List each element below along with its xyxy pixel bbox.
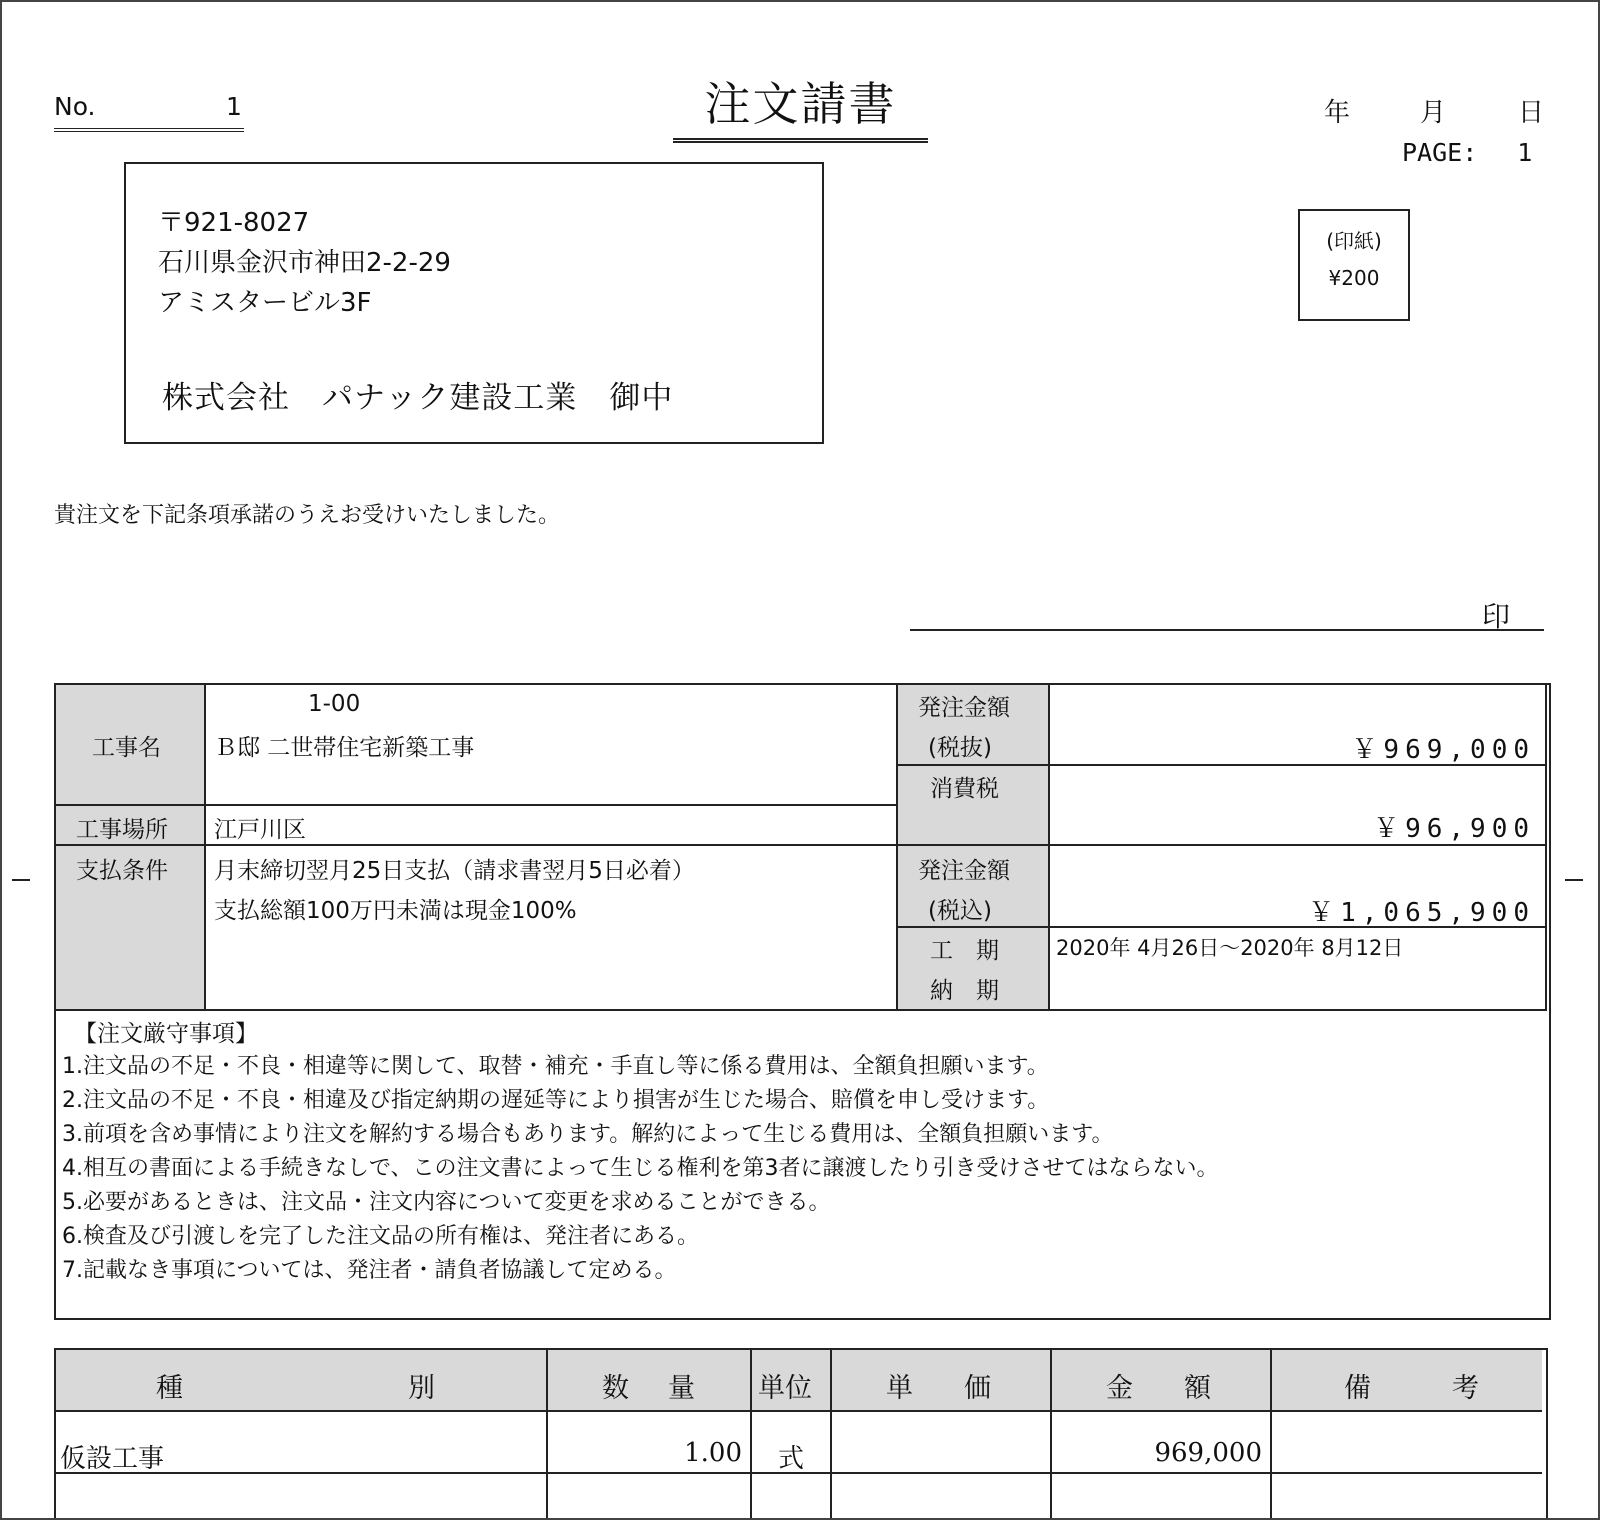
fold-mark-left — [12, 879, 30, 881]
page-indicator — [1402, 138, 1532, 167]
term-item: 2.注文品の不足・不良・相違及び指定納期の遅延等により損害が生じた場合、賠償を申し受けます。 — [62, 1088, 1050, 1113]
amount-incl-value-cell — [1050, 846, 1547, 928]
date-day: 日 — [1518, 98, 1545, 128]
row-amount: 969,000 — [1154, 1438, 1262, 1468]
project-label-cell — [56, 685, 206, 806]
term-item: 3.前項を含め事情により注文を解約する場合もあります。解約によって生じる費用は、全額負担願います。 — [62, 1122, 1114, 1147]
header-remarks-char2: 考 — [1452, 1373, 1479, 1404]
table-row-empty — [548, 1474, 752, 1520]
table-row-empty — [752, 1474, 832, 1520]
header-quantity-char2: 量 — [668, 1373, 695, 1404]
tax-label: 消費税 — [930, 776, 999, 802]
period-label-cell — [898, 928, 1050, 1011]
project-name: Ｂ邸 二世帯住宅新築工事 — [214, 735, 475, 761]
signature-line — [910, 629, 1544, 631]
table-row-empty — [1052, 1474, 1272, 1520]
amount-incl-label-cell — [898, 846, 1050, 928]
table-row-remarks — [1272, 1412, 1542, 1474]
period-label2: 納 期 — [930, 978, 999, 1004]
order-info-table — [54, 683, 1551, 1320]
header-unit-label: 単位 — [758, 1373, 812, 1404]
order-number — [54, 92, 244, 132]
amount-incl-value: ￥1,065,900 — [1308, 898, 1535, 928]
line-items-table — [54, 1348, 1548, 1520]
terms-title: 【注文厳守事項】 — [74, 1021, 258, 1047]
table-row-empty — [1272, 1474, 1542, 1520]
fold-mark-right — [1565, 879, 1583, 881]
term-item: 7.記載なき事項については、発注者・請負者協議して定める。 — [62, 1258, 677, 1283]
recipient-address1: 石川県金沢市神田2-2-29 — [158, 248, 451, 278]
row-type: 仮設工事 — [60, 1444, 165, 1474]
recipient-box — [124, 162, 824, 444]
date-year: 年 — [1324, 98, 1351, 128]
table-row-type — [56, 1412, 548, 1474]
header-remarks-char1: 備 — [1344, 1373, 1371, 1404]
seal-mark: 印 — [1482, 600, 1511, 633]
table-row-empty — [832, 1474, 1052, 1520]
header-type-char1: 種 — [156, 1373, 183, 1404]
header-unit — [752, 1350, 832, 1412]
payment-value-cell — [206, 846, 898, 1011]
header-unit-price-char1: 単 — [886, 1373, 913, 1404]
table-row-unit-price — [832, 1412, 1052, 1474]
order-number-label: No. — [54, 92, 96, 121]
site-label-cell — [56, 806, 206, 846]
tax-label-cell — [898, 766, 1050, 846]
amount-excl-label2: (税抜) — [928, 735, 992, 761]
header-unit-price — [832, 1350, 1052, 1412]
term-item: 6.検査及び引渡しを完了した注文品の所有権は、発注者にある。 — [62, 1224, 699, 1249]
header-type — [56, 1350, 548, 1412]
site-label: 工事場所 — [76, 817, 168, 843]
header-amount-char1: 金 — [1106, 1373, 1133, 1404]
project-label: 工事名 — [92, 735, 161, 761]
table-row-unit — [752, 1412, 832, 1474]
project-code: 1-00 — [308, 691, 361, 717]
amount-excl-label-cell — [898, 685, 1050, 766]
document-title: 注文請書 — [673, 68, 928, 143]
amount-incl-label1: 発注金額 — [918, 858, 1010, 884]
date-month: 月 — [1420, 98, 1447, 128]
header-amount — [1052, 1350, 1272, 1412]
recipient-company: 株式会社 パナック建設工業 御中 — [162, 380, 674, 416]
row-unit: 式 — [778, 1444, 805, 1474]
period-value: 2020年 4月26日～2020年 8月12日 — [1056, 936, 1404, 960]
revenue-stamp-amount: ¥200 — [1328, 266, 1380, 290]
amount-excl-value: ￥969,000 — [1351, 735, 1535, 765]
revenue-stamp-label: (印紙) — [1326, 229, 1382, 253]
table-row-quantity — [548, 1412, 752, 1474]
intro-text: 貴注文を下記条項承諾のうえお受けいたしました。 — [54, 503, 561, 528]
recipient-postal: 〒921-8027 — [158, 208, 310, 238]
term-item: 5.必要があるときは、注文品・注文内容について変更を求めることができる。 — [62, 1190, 831, 1215]
period-value-cell — [1050, 928, 1547, 1011]
header-type-char2: 別 — [408, 1373, 435, 1404]
amount-excl-label1: 発注金額 — [918, 695, 1010, 721]
header-quantity-char1: 数 — [602, 1373, 629, 1404]
payment-label: 支払条件 — [76, 858, 168, 884]
recipient-address2: アミスタービル3F — [158, 288, 372, 318]
table-row-empty — [56, 1474, 548, 1520]
period-label1: 工 期 — [930, 938, 999, 964]
payment-label-cell — [56, 846, 206, 1011]
payment-line1: 月末締切翌月25日支払（請求書翌月5日必着） — [214, 858, 695, 884]
site-value-cell — [206, 806, 898, 846]
header-quantity — [548, 1350, 752, 1412]
term-item: 1.注文品の不足・不良・相違等に関して、取替・補充・手直し等に係る費用は、全額負担願います。 — [62, 1054, 1049, 1079]
header-amount-char2: 額 — [1184, 1373, 1211, 1404]
term-item: 4.相互の書面による手続きなしで、この注文書によって生じる権利を第3者に譲渡したり引き受けさせてはならない。 — [62, 1156, 1219, 1181]
order-number-value: 1 — [226, 92, 242, 121]
revenue-stamp-box — [1298, 209, 1410, 321]
table-row-amount — [1052, 1412, 1272, 1474]
amount-excl-value-cell — [1050, 685, 1547, 766]
payment-line2: 支払総額100万円未満は現金100% — [214, 898, 577, 924]
amount-incl-label2: (税込) — [928, 898, 992, 924]
tax-value: ￥96,900 — [1373, 814, 1535, 844]
site-value: 江戸川区 — [214, 817, 306, 843]
header-remarks — [1272, 1350, 1542, 1412]
tax-value-cell — [1050, 766, 1547, 846]
project-value-cell — [206, 685, 898, 806]
row-quantity: 1.00 — [684, 1438, 742, 1468]
page-number: 1 — [1517, 138, 1533, 167]
header-unit-price-char2: 価 — [964, 1373, 991, 1404]
page-label: PAGE: — [1402, 138, 1478, 167]
